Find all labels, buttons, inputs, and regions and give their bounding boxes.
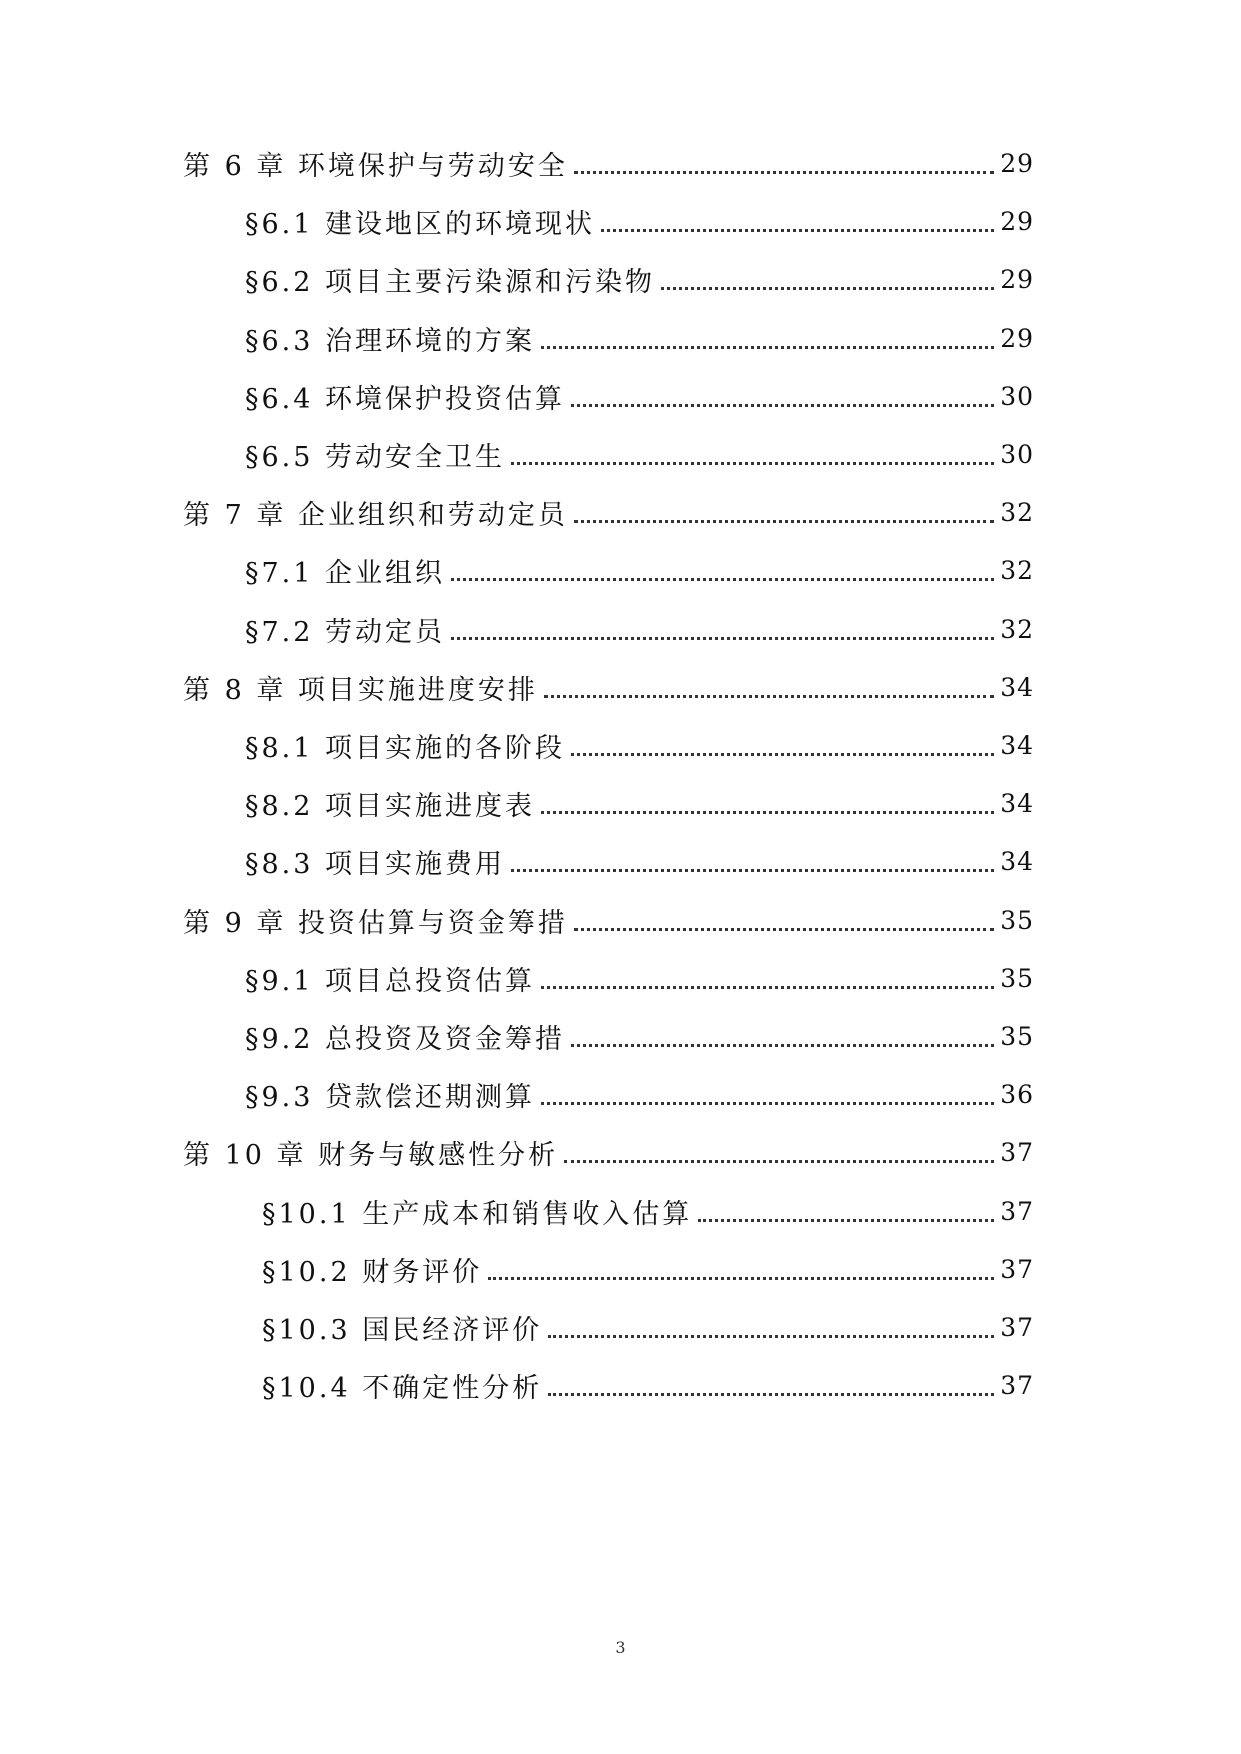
toc-entry-label: §10.3 国民经济评价 [262,1314,543,1346]
dot-leader [571,753,994,756]
toc-entry-page: 32 [1000,497,1034,527]
toc-entry-label: §6.2 项目主要污染源和污染物 [245,266,656,298]
toc-entry-page: 32 [1000,555,1034,585]
toc-entry-page: 37 [1000,1196,1034,1226]
dot-leader [698,1219,994,1222]
dot-leader [574,928,994,931]
toc-entry-page: 29 [1000,323,1034,353]
dot-leader [564,1160,994,1163]
toc-entry-label: §6.4 环境保护投资估算 [245,383,566,415]
toc-entry[interactable] [245,201,1034,241]
toc-entry-page: 35 [1000,963,1034,993]
toc-entry[interactable] [245,609,1034,649]
page-number: 3 [615,1638,626,1657]
toc-entry[interactable] [245,318,1034,358]
toc-entry-page: 34 [1000,730,1034,760]
toc-entry-label: §7.2 劳动定员 [245,616,446,648]
dot-leader [511,462,994,465]
toc-entry-label: §7.1 企业组织 [245,557,446,589]
toc-entry[interactable] [245,958,1034,998]
toc-entry-label: §8.1 项目实施的各阶段 [245,732,566,764]
dot-leader [661,287,994,290]
toc-entry-label: §6.1 建设地区的环境现状 [245,208,596,240]
toc-entry-label: 第 6 章 环境保护与劳动安全 [183,150,568,182]
toc-entry-page: 35 [1000,1021,1034,1051]
toc-entry-page: 30 [1000,439,1034,469]
toc-entry-label: 第 9 章 投资估算与资金筹措 [183,907,568,939]
toc-entry-label: §6.5 劳动安全卫生 [245,441,506,473]
dot-leader [548,1335,994,1338]
toc-entry-label: §9.2 总投资及资金筹措 [245,1023,566,1055]
toc-entry[interactable] [183,492,1034,532]
toc-entry-page: 30 [1000,381,1034,411]
toc-entry[interactable] [245,725,1034,765]
toc-entry-label: §6.3 治理环境的方案 [245,325,536,357]
dot-leader [548,1393,994,1396]
dot-leader [544,695,994,698]
toc-entry[interactable] [183,667,1034,707]
toc-entry-label: §10.4 不确定性分析 [262,1372,543,1404]
toc-entry-page: 34 [1000,788,1034,818]
dot-leader [451,578,994,581]
toc-entry-page: 29 [1000,148,1034,178]
toc-entry-label: §9.3 贷款偿还期测算 [245,1081,536,1113]
toc-entry[interactable] [245,376,1034,416]
toc-entry-page: 37 [1000,1137,1034,1167]
dot-leader [541,346,994,349]
dot-leader [574,520,994,523]
toc-entry[interactable] [262,1307,1034,1347]
toc-entry-page: 34 [1000,846,1034,876]
toc-entry[interactable] [245,841,1034,881]
dot-leader [511,869,994,872]
toc-entry-page: 35 [1000,905,1034,935]
dot-leader [601,229,994,232]
toc-entry[interactable] [245,259,1034,299]
dot-leader [541,811,994,814]
toc-entry-page: 29 [1000,264,1034,294]
toc-entry[interactable] [183,143,1034,183]
toc-entry-page: 36 [1000,1079,1034,1109]
toc-entry[interactable] [183,900,1034,940]
toc-entry[interactable] [262,1191,1034,1231]
toc-entry-label: §10.2 财务评价 [262,1256,483,1288]
toc-entry-page: 29 [1000,206,1034,236]
dot-leader [541,1102,994,1105]
toc-entry-label: §10.1 生产成本和销售收入估算 [262,1198,693,1230]
dot-leader [451,637,994,640]
toc-entry-label: 第 8 章 项目实施进度安排 [183,674,538,706]
toc-entry[interactable] [245,783,1034,823]
toc-entry-page: 37 [1000,1312,1034,1342]
dot-leader [574,171,994,174]
toc-entry[interactable] [262,1249,1034,1289]
toc-entry-page: 37 [1000,1370,1034,1400]
toc-entry-page: 32 [1000,614,1034,644]
dot-leader [571,1044,994,1047]
toc-entry[interactable] [245,1074,1034,1114]
toc-entry-page: 37 [1000,1254,1034,1284]
toc-entry[interactable] [245,1016,1034,1056]
toc-entry-label: 第 7 章 企业组织和劳动定员 [183,499,568,531]
dot-leader [488,1277,994,1280]
toc-entry[interactable] [262,1365,1034,1405]
toc-entry-page: 34 [1000,672,1034,702]
dot-leader [541,986,994,989]
toc-entry-label: §8.3 项目实施费用 [245,848,506,880]
toc-entry-label: 第 10 章 财务与敏感性分析 [183,1139,559,1171]
toc-entry[interactable] [245,434,1034,474]
toc-entry[interactable] [245,550,1034,590]
dot-leader [571,404,994,407]
toc-entry-label: §9.1 项目总投资估算 [245,965,536,997]
toc-entry[interactable] [183,1132,1034,1172]
toc-entry-label: §8.2 项目实施进度表 [245,790,536,822]
